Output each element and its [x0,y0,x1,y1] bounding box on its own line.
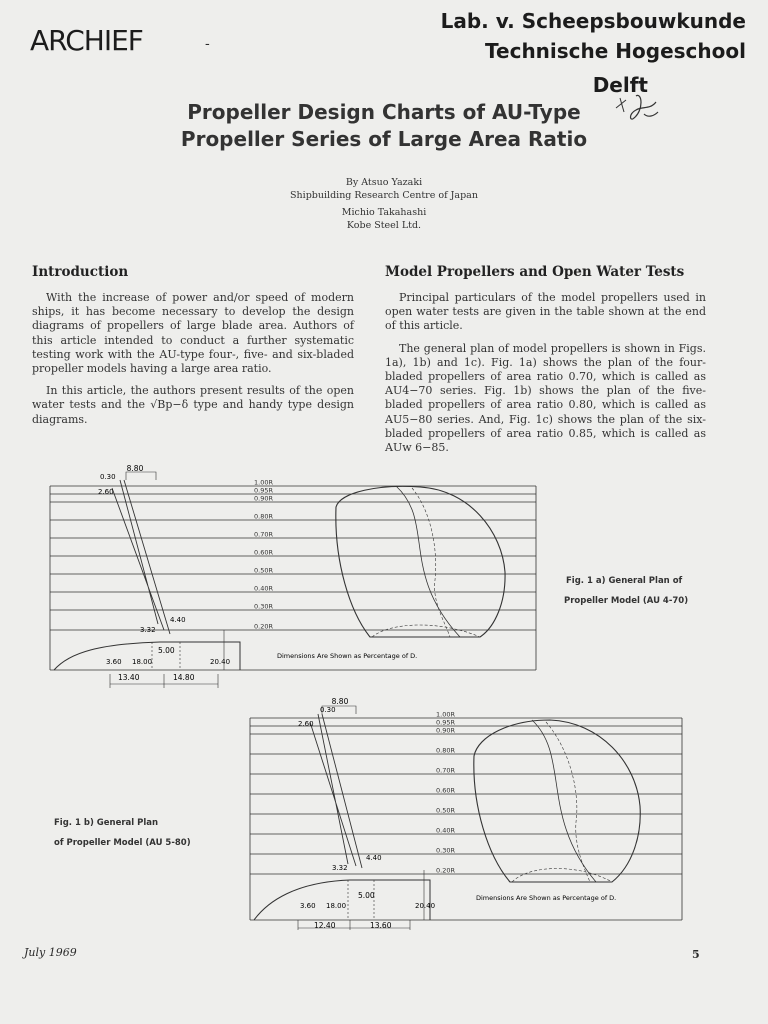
intro-body [32,291,354,435]
fig1a-radius-label: 0.80R [254,512,273,521]
fig1b-radius-label: 0.20R [436,866,455,875]
lab-stamp-line2: Technische Hogeschool [485,39,746,63]
fig1a-dim-2040: 20.40 [210,658,231,666]
fig1b-dim-360: 3.60 [300,902,316,910]
fig1b-radius-label: 0.70R [436,766,455,775]
fig1a-dim-right: 14.80 [173,673,195,682]
fig1a-dim-1800: 18.00 [132,658,153,666]
fig1b-dim-2040: 20.40 [415,902,436,910]
fig1a-dim-top: 8.80 [126,464,144,473]
model-body [385,291,706,463]
author2: Michio Takahashi [341,207,427,218]
article-title-line2: Propeller Series of Large Area Ratio [180,127,588,151]
lab-stamp-line3: Delft [592,73,648,97]
fig1a-dim-260: 2.60 [98,488,114,496]
fig1a-caption-line1: Fig. 1 a) General Plan of [566,576,683,586]
fig1a-radius-label: 0.95R [254,486,273,495]
model-heading: Model Propellers and Open Water Tests [385,264,685,280]
fig1b-radius-label: 0.95R [436,718,455,727]
fig1a-radius-label: 0.20R [254,622,273,631]
fig1a-radius-label: 0.90R [254,494,273,503]
fig1a-dimensions-note: Dimensions Are Shown as Percentage of D. [277,652,418,660]
fig1b-radius-label: 0.60R [436,786,455,795]
fig1a-dim-360: 3.60 [106,658,122,666]
fig1a-caption-line2: Propeller Model (AU 4-70) [564,596,689,606]
fig1b-radius-label: 0.50R [436,806,455,815]
fig1b-radius-label: 0.90R [436,726,455,735]
article-title-line1: Propeller Design Charts of AU-Type [187,100,581,124]
fig1b-dim-top: 8.80 [331,697,349,706]
stamp-dash: - [205,36,210,52]
fig1b-dim-260: 2.60 [298,720,314,728]
fig1b-dim-500: 5.00 [358,891,375,900]
fig1b-caption-line2: of Propeller Model (AU 5-80) [54,838,191,848]
intro-paragraph-2: In this article, the authors present results of the open water tests and the √Bp−δ type and handy type design diagrams. [32,384,354,426]
footer-date: July 1969 [24,946,77,959]
fig1a-radius-label: 0.60R [254,548,273,557]
fig1b-radius-label: 0.80R [436,746,455,755]
archive-stamp: ARCHIEF [30,24,143,57]
fig1b-dim-1800: 18.00 [326,902,347,910]
affiliation1: Shipbuilding Research Centre of Japan [290,190,478,201]
fig1a-radius-label: 0.40R [254,584,273,593]
fig1b-dim-right: 13.60 [370,921,392,930]
fig1b-radius-label: 0.40R [436,826,455,835]
fig1b-dim-030: 0.30 [320,706,336,714]
fig1b-dim-left: 12.40 [314,921,336,930]
fig1b-caption-line1: Fig. 1 b) General Plan [54,818,159,828]
fig1a-dim-030: 0.30 [100,473,116,481]
lab-stamp-line1: Lab. v. Scheepsbouwkunde [440,9,746,33]
intro-paragraph-1: With the increase of power and/or speed of modern ships, it has become necessary to develop the design diagrams of propellers of large blade area. Authors of this article intended to conduct a further systematic testing work with the AU-type four-, five- and six-bladed propeller models having a large area ratio. [32,291,354,376]
fig1a-radius-label: 0.70R [254,530,273,539]
fig1a-drawing [40,462,560,692]
model-paragraph-1: Principal particulars of the model propellers used in open water tests are given in the table shown at the end of this article. [385,291,706,333]
fig1a-radius-label: 0.50R [254,566,273,575]
fig1a-dim-left: 13.40 [118,673,140,682]
fig1b-dim-332: 3.32 [332,864,348,872]
intro-heading: Introduction [32,264,129,280]
affiliation2: Kobe Steel Ltd. [346,220,422,231]
fig1a-dim-440: 4.40 [170,616,186,624]
fig1b-radius-label: 1.00R [436,710,455,719]
fig1a-radius-label: 1.00R [254,478,273,487]
author1: By Atsuo Yazaki [345,177,423,188]
fig1b-dim-440: 4.40 [366,854,382,862]
fig1a-dim-332: 3.32 [140,626,156,634]
fig1a-dim-500: 5.00 [158,646,175,655]
model-paragraph-2: The general plan of model propellers is shown in Figs. 1a), 1b) and 1c). Fig. 1a) shows the plan of the four-bladed propellers of area ratio 0.70, which is called as AU4−70 series. Fig. 1b) shows the plan of the five-bladed propellers of area ratio 0.80, which is called as AU5−80 series. And, Fig. 1c) shows the plan of the six-bladed propellers of area ratio 0.85, which is called as AUw 6−85. [385,341,706,455]
fig1b-dimensions-note: Dimensions Are Shown as Percentage of D. [476,894,617,902]
fig1b-radius-label: 0.30R [436,846,455,855]
fig1b-drawing [240,696,690,932]
fig1a-radius-label: 0.30R [254,602,273,611]
page-number: 5 [692,948,700,961]
